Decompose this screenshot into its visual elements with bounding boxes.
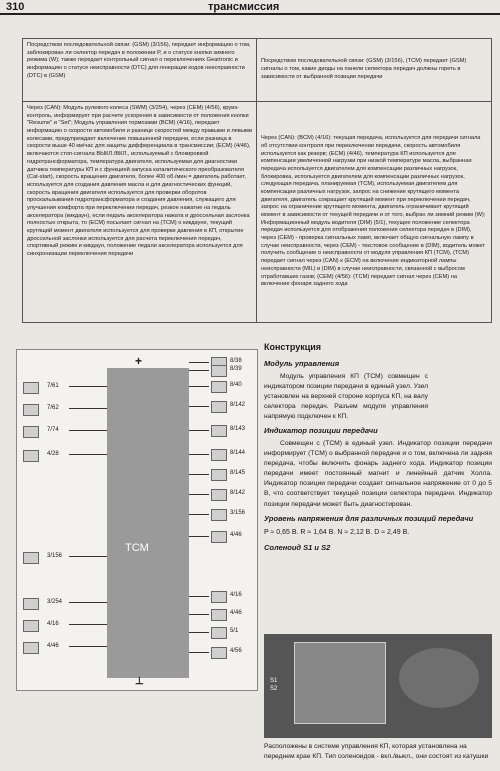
actuator-device-icon [211,489,227,501]
signal-table [22,38,492,323]
signal-line [69,624,107,625]
actuator-device-icon [211,449,227,461]
right-pin-label: 4/46 [230,610,242,616]
page-header [0,0,500,14]
voltage-values: P ≈ 0,65 В. R ≈ 1,64 В. N ≈ 2,12 В. D ≈ 2,49 В. [264,528,410,536]
right-pin-label: 8/39 [230,366,242,372]
tcm-diagram [16,349,258,691]
signal-line [69,386,107,387]
actuator-device-icon [211,425,227,437]
table-cell-right: Через (CAN): (BCM) (4/16): текущая передача, используется для передачи сигнала об отсутствии контроля при переключении передачи, скорость автомобиля используется как резерв; (ECM) (4/46), температура КП используется для компенсации увеличенной нагрузки при низкой температуре масла, выбранная передача используется двигателем для компенсации различных нагрузок, блокировка, используется двигателем для компенсации различных нагрузок, следующая передача, планируемая (TCM), используемая двигателем для компенсации различных нагрузок, запрос на снижение крутящего момента двигателя, двигатель сокращает крутящий момент при переключении передач, запрос на ограничение крутящего момента, двигатель ограничивает крутящий момент в зависимости от текущей передачи и от того, выбран ли зимний режим (W); Информационный модуль водителя (DIM) (5/1), текущее положение селектора передач используется для отображения положения селектора передач в (DIM), через (CEM) - проверка сигнальных ламп, включает общую сигнальную лампу в случае неисправности, через (CEM) - текстовое сообщение в (DIM), водитель может получить сообщение о неисправности от модуля управления КП (TCM), (TCM) передает сигнал через (CAN) к (ECM) на включение индикаторной лампы неисправности (MIL) в (DIM) в случае неисправности, связанной с выбросом отработавших газов; (CEM) (4/56): (TCM) передает сигнал через (CEM) на включение фонаря заднего хода [261,135,486,288]
actuator-device-icon [211,469,227,481]
right-pin-label: 8/145 [230,470,246,476]
right-pin-label: 8/38 [230,358,242,364]
sensor-device-icon [23,450,39,462]
sensor-device-icon [23,426,39,438]
caption-line-2: переднем крае КП. Тип соленоидов - вкл./выкл., они состоят из катушки [264,752,489,760]
signal-line [189,430,209,431]
right-pin-label: 3/156 [230,510,246,516]
left-pin-label: 7/74 [47,427,59,433]
table-cell-left: Через (CAN): Модуль рулевого колеса (SWM) (3/254), через (CEM) (4/56), круиз-контроль, информирует при расчете ускорения в зависимости от положения кнопки "Resume" и "Set"; Модуль управления тормозами (BCM) (4/16), передает информацию о скорости автомобиля и разнице скоростей между правыми и левыми колесами, предупреждает включение повышенной передачи, если разница в скорости выше 40 км/час для защиты дифференциала в трансмиссии; (ECM) (4/46), включаются стоп-сигнала ВЫКЛ./ВКЛ., используемый с блокировкой гидротрансформатора, температура двигателя, используемая для диагностики датчика температуры КП и с функцией запуска каталитического преобразователя (Cat-start), скорость вращения двигателя, более 400 об./мин = двигатель работает, используется для создания давления масла и для диагностических функций, скорость вращения двигателя используется для проверки оборотов проскальзывания гидротрансформатора и создания давления, служащего для улучшения комфорта при переключении передач, резкое нажатие на педаль акселератора (кикдаун), если педаль акселератора нажата и дроссельная заслонка полностью открыта, то (ECM) посылает сигнал на (TCM) о кикдауне, текущий крутящий момент двигателя используется для проверки давления в КП, открытие дроссельной заслонки используется для расчета переключения передач, спортивный режим и кикдаун, положение педали акселератора используется для синхронизации переключения передачи [23,102,257,322]
right-pin-label: 5/1 [230,628,239,634]
sensor-device-icon [23,642,39,654]
header-rule [0,13,500,15]
left-pin-label: 4/28 [47,451,59,457]
ground-symbol: ⊥ [135,676,144,687]
signal-line [69,408,107,409]
sensor-device-icon [23,552,39,564]
signal-line [69,602,107,603]
left-pin-label: 4/16 [47,621,59,627]
valve-body-image [294,642,386,724]
subheading-module: Модуль управления [264,358,340,368]
signal-line [69,556,107,557]
signal-line [189,614,209,615]
right-pin-label: 4/46 [230,532,242,538]
left-pin-label: 7/62 [47,405,59,411]
table-row [23,39,491,102]
signal-line [69,646,107,647]
tcm-block [107,368,189,678]
sensor-device-icon [23,404,39,416]
table-row [23,102,491,322]
label-s1: S1 [270,678,278,684]
signal-line [189,386,209,387]
section-heading: Конструкция [264,342,322,352]
actuator-device-icon [211,647,227,659]
sensor-device-icon [23,620,39,632]
signal-line [189,514,209,515]
signal-line [189,370,209,371]
table-cell-right: Посредством последовательной связи: (GSM) (3/156), (TCM) передает (GSM) сигналы о том, какие диоды на панели селектора передач должны гореть в зависимости от выбранной позиции передачи [261,58,467,80]
sensor-device-icon [23,382,39,394]
signal-line [189,596,209,597]
left-pin-label: 3/254 [47,599,63,605]
signal-line [69,430,107,431]
actuator-device-icon [211,401,227,413]
right-pin-label: 8/142 [230,402,246,408]
right-pin-label: 8/143 [230,426,246,432]
actuator-device-icon [211,591,227,603]
left-pin-label: 7/61 [47,383,59,389]
right-pin-label: 4/16 [230,592,242,598]
power-symbol: + [135,354,143,368]
signal-line [69,454,107,455]
text-column [264,341,492,557]
right-pin-label: 4/56 [230,648,242,654]
label-s2: S2 [270,686,278,692]
sensor-device-icon [23,598,39,610]
signal-line [189,474,209,475]
signal-line [189,406,209,407]
right-pin-label: 8/40 [230,382,242,388]
signal-line [189,454,209,455]
actuator-device-icon [211,509,227,521]
section-title: трансмиссия [208,1,280,13]
signal-line [189,362,209,363]
actuator-device-icon [211,531,227,543]
caption-line-1: Расположены в системе управления КП, которая установлена на [264,743,467,750]
page-number: 310 [6,1,25,13]
signal-line [189,536,209,537]
table-cell-left: Посредством последовательной связи: (GSM) (3/156), передает информацию о том, заблокирован ли селектор передач в положении P, и о статусе кнопки зимнего режима (W); также передает контрольный сигнал о переключениях Geartronic и информацию о статусе неисправности (DTC) для генерации кодов неисправности (DTC) в (GSM) [23,39,257,101]
actuator-device-icon [211,609,227,621]
caption [264,742,492,761]
subheading-voltage: Уровень напряжения для различных позиций передачи [264,513,474,523]
actuator-device-icon [211,381,227,393]
solenoid-photo [264,634,492,738]
transmission-image [399,648,479,708]
signal-line [189,652,209,653]
signal-line [189,632,209,633]
actuator-device-icon [211,365,227,377]
right-pin-label: 8/144 [230,450,246,456]
subheading-indicator: Индикатор позиции передачи [264,425,378,435]
tcm-label: TCM [125,542,149,554]
right-pin-label: 8/142 [230,490,246,496]
left-pin-label: 4/46 [47,643,59,649]
signal-line [189,494,209,495]
actuator-device-icon [211,627,227,639]
left-pin-label: 3/156 [47,553,63,559]
subheading-solenoids: Соленоид S1 и S2 [264,543,331,553]
paragraph-module: Модуль управления КП (TCM) совмещен с индикатором позиции передачи в единый узел. Узел установлен на верхней стороне корпуса КП, на валу селектора передач. Разъем модуля управления напрямую подключен к КП. [264,372,428,420]
paragraph-indicator: Совмещен с (TCM) в единый узел. Индикатор позиции передачи информирует (TCM) о выбранной передаче и о том, включена ли задняя передача, чтобы включить фонарь заднего хода. Индикатор позиции передачи имеет постоянный магнит и линейный датчик Холла. Индикатор позиции передачи создает сигнальное напряжение от 0 до 5 В, что соответствует текущей позиции селектора передачи. Индикатор позиции передачи может быть диагностирован. [264,440,492,508]
